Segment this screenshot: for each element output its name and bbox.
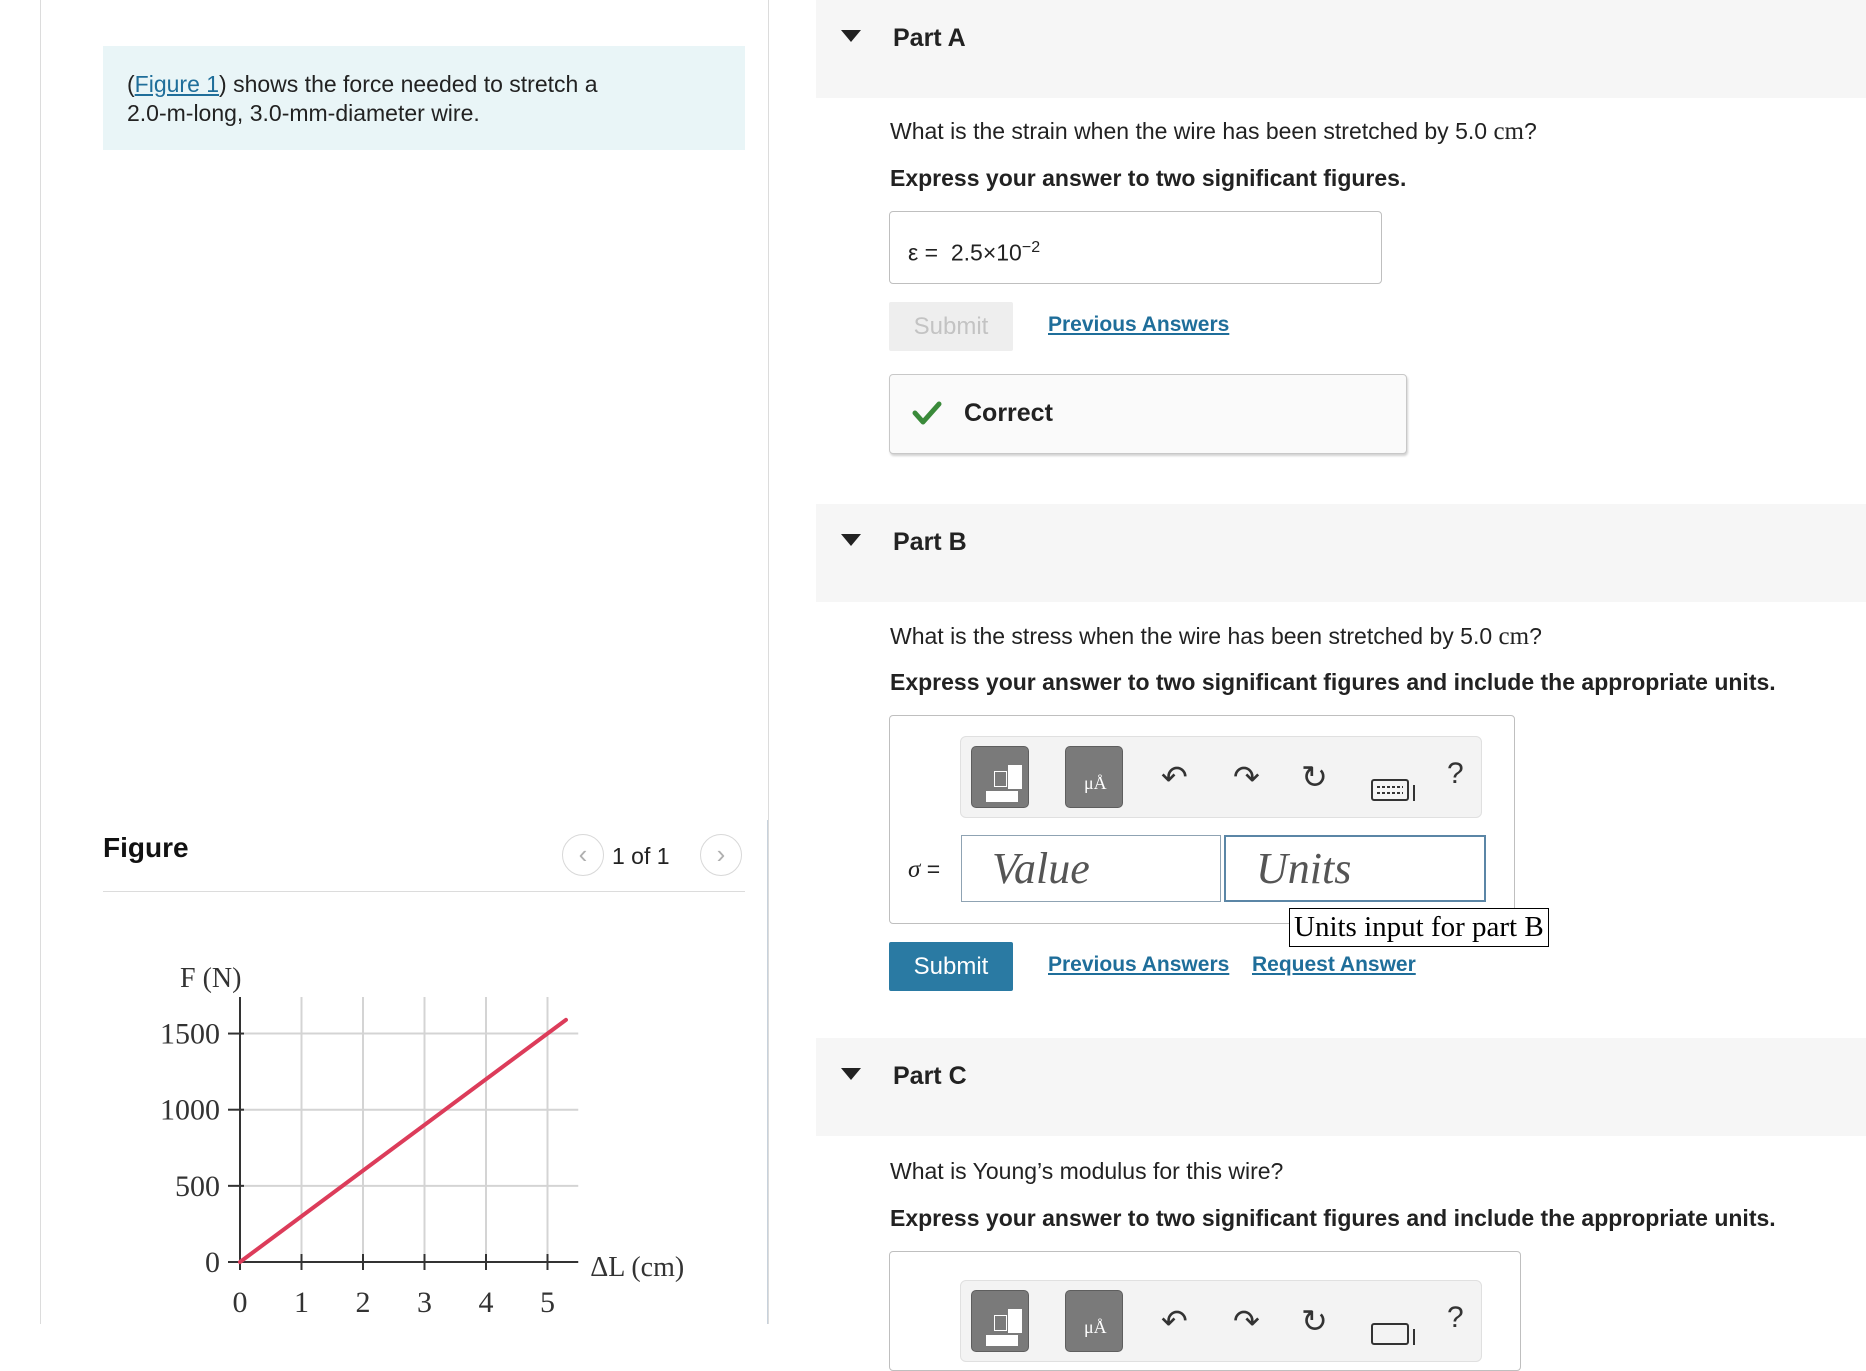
- prev-figure-button[interactable]: [562, 834, 604, 876]
- x-tick-label: 5: [540, 1286, 555, 1319]
- part-a-answer-label: ε =: [908, 239, 939, 266]
- chart-series: [240, 1020, 566, 1262]
- checkmark-icon: [912, 400, 942, 426]
- part-a-question: [890, 118, 1537, 146]
- part-a-header[interactable]: [816, 0, 1866, 98]
- caret-down-icon: [841, 1068, 861, 1080]
- part-b-question-unit: cm: [1498, 623, 1530, 650]
- part-b-answer-area: [889, 715, 1515, 924]
- next-figure-button[interactable]: [700, 834, 742, 876]
- part-b-previous-answers-link[interactable]: Previous Answers: [1048, 953, 1230, 976]
- x-tick-label: 3: [417, 1286, 432, 1319]
- reset-icon[interactable]: ↻: [1301, 1303, 1328, 1339]
- figure-divider: [767, 820, 768, 1324]
- x-tick-label: 1: [294, 1286, 309, 1319]
- part-a-feedback-text: Correct: [964, 399, 1053, 427]
- problem-statement: (Figure 1) shows the force needed to stretch a 2.0-m-long, 3.0-mm-diameter wire.: [103, 46, 745, 150]
- x-tick-label: 4: [478, 1286, 494, 1319]
- part-b-question-end: ?: [1529, 623, 1542, 649]
- template-base-icon: [986, 1335, 1018, 1346]
- units-icon: μÅ: [1084, 773, 1107, 793]
- caret-down-icon: [841, 534, 861, 546]
- problem-text-line2: 2.0-m-long, 3.0-mm-diameter wire.: [127, 100, 480, 126]
- part-a-answer-exponent: −2: [1021, 239, 1041, 256]
- part-b-instruction: Express your answer to two significant figures and include the appropriate units.: [890, 669, 1776, 695]
- reset-icon[interactable]: ↻: [1301, 759, 1328, 795]
- part-c-header[interactable]: [816, 1038, 1866, 1136]
- part-c-instruction: Express your answer to two significant figures and include the appropriate units.: [890, 1205, 1776, 1231]
- units-button[interactable]: [1065, 746, 1123, 808]
- part-a-submit-button[interactable]: Submit: [889, 302, 1013, 351]
- problem-text-line1: ) shows the force needed to stretch a: [219, 71, 598, 97]
- figure-link[interactable]: Figure 1: [134, 71, 220, 97]
- part-b-question-text: What is the stress when the wire has been stretched by 5.0: [890, 623, 1499, 649]
- part-b-title: Part B: [893, 528, 967, 556]
- chart-ticks: [160, 1018, 555, 1319]
- sigma-label: [908, 856, 940, 884]
- help-icon[interactable]: ?: [1447, 757, 1464, 790]
- undo-icon[interactable]: ↶: [1161, 1303, 1188, 1339]
- y-tick-label: 1000: [160, 1093, 220, 1127]
- templates-button[interactable]: [971, 1290, 1029, 1352]
- redo-icon[interactable]: ↷: [1233, 1303, 1260, 1339]
- units-icon: μÅ: [1084, 1317, 1107, 1337]
- chart-y-label: F (N): [180, 965, 242, 994]
- part-c-answer-area: [889, 1251, 1521, 1371]
- part-c-title: Part C: [893, 1062, 967, 1090]
- template-filled-icon: [1008, 1309, 1022, 1333]
- math-toolbar: [960, 736, 1482, 818]
- figure-title: Figure: [103, 832, 189, 863]
- caret-down-icon: [841, 30, 861, 42]
- sigma-symbol: σ: [908, 856, 921, 883]
- part-b-request-answer-link[interactable]: Request Answer: [1252, 953, 1416, 976]
- undo-icon[interactable]: ↶: [1161, 759, 1188, 795]
- templates-button[interactable]: [971, 746, 1029, 808]
- y-tick-label: 500: [175, 1169, 220, 1203]
- value-input[interactable]: [961, 835, 1221, 902]
- y-tick-label: 0: [205, 1246, 220, 1279]
- keyboard-icon[interactable]: [1371, 1323, 1417, 1347]
- chevron-left-icon: ‹: [578, 839, 588, 869]
- template-box-icon: [994, 771, 1007, 787]
- part-a-feedback: [889, 374, 1407, 454]
- part-a-question-unit: cm: [1493, 118, 1524, 145]
- chevron-right-icon: ›: [716, 839, 726, 869]
- part-a-question-end: ?: [1523, 118, 1537, 144]
- redo-icon[interactable]: ↷: [1233, 759, 1260, 795]
- force-stretch-chart: [130, 965, 710, 1325]
- part-a-previous-answers-link[interactable]: Previous Answers: [1048, 313, 1230, 336]
- y-tick-label: 1500: [160, 1017, 220, 1051]
- part-b-header[interactable]: [816, 504, 1866, 602]
- part-a-title: Part A: [893, 24, 966, 52]
- units-button[interactable]: [1065, 1290, 1123, 1352]
- keyboard-icon[interactable]: [1371, 779, 1417, 803]
- part-a-answer-mantissa: 2.5×10: [950, 239, 1022, 266]
- chart-x-label: ΔL (cm): [590, 1252, 685, 1283]
- template-box-icon: [994, 1315, 1007, 1331]
- figure-counter: 1 of 1: [612, 843, 670, 869]
- part-a-answer-display: [889, 211, 1382, 284]
- part-c-question: What is Young’s modulus for this wire?: [890, 1158, 1284, 1184]
- panel-divider: [768, 0, 769, 1324]
- part-a-question-text: What is the strain when the wire has been stretched by 5.0: [890, 118, 1494, 144]
- help-icon[interactable]: ?: [1447, 1301, 1464, 1334]
- part-b-submit-button[interactable]: Submit: [889, 942, 1013, 991]
- left-panel-border: [40, 0, 41, 1324]
- part-a-instruction: Express your answer to two significant figures.: [890, 165, 1407, 191]
- x-tick-label: 0: [232, 1286, 248, 1319]
- template-filled-icon: [1008, 765, 1022, 789]
- math-toolbar: [960, 1280, 1482, 1362]
- template-base-icon: [986, 791, 1018, 802]
- units-input[interactable]: [1224, 835, 1486, 902]
- series-line-0: [240, 1020, 566, 1262]
- units-tooltip: Units input for part B: [1289, 908, 1549, 947]
- figure-divider-rule: [103, 891, 745, 892]
- x-tick-label: 2: [355, 1286, 371, 1319]
- part-b-question: [890, 623, 1542, 651]
- equals-sign: =: [926, 856, 941, 882]
